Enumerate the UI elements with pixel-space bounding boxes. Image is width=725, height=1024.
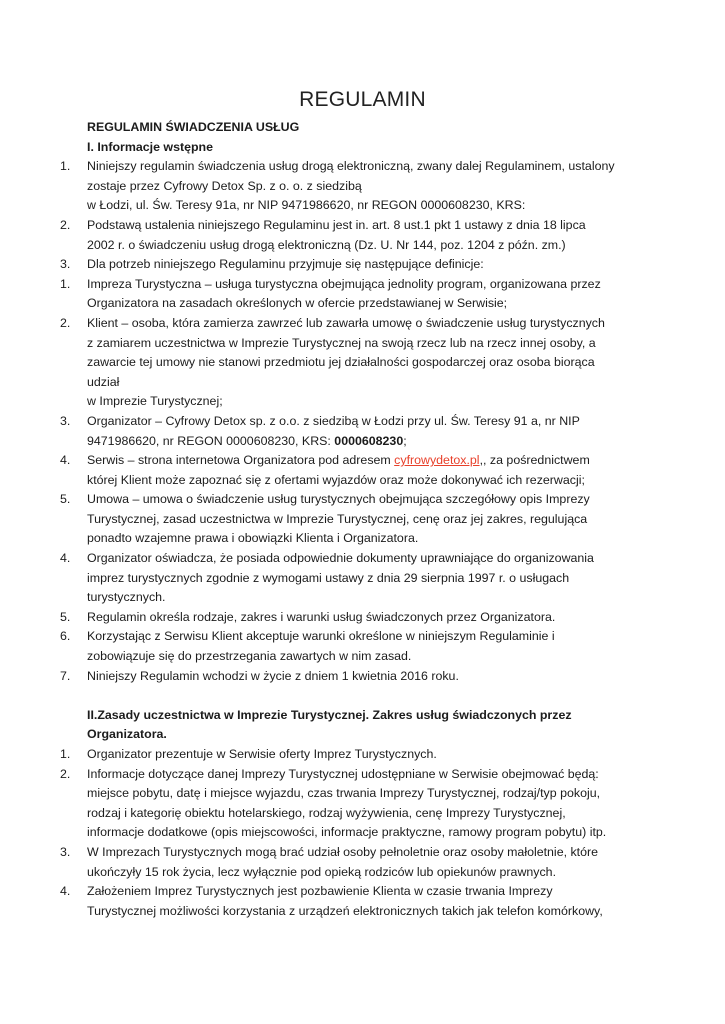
list-item: 6. Korzystając z Serwisu Klient akceptuje warunki określone w niniejszym Regulaminie i zobowiązuje się do przestrzegania zawartych w nim zasad. — [60, 629, 555, 664]
definition-item: 1. Impreza Turystyczna – usługa turystyczna obejmująca jednolity program, organizowana przez Organizatora na zasadach określonych w ofercie przedstawianej w Serwisie; — [60, 276, 601, 311]
list-item: 3. Dla potrzeb niniejszego Regulaminu przyjmuje się następujące definicje: — [60, 257, 484, 272]
list-item: 2. Podstawą ustalenia niniejszego Regulaminu jest in. art. 8 ust.1 pkt 1 ustawy z dnia 18 lipca 2002 r. o świadczeniu usług drogą elektroniczną (Dz. U. Nr 144, poz. 1204 z późn. zm.) — [60, 217, 586, 252]
section-2-heading: II.Zasady uczestnictwa w Imprezie Turystycznej. Zakres usług świadczonych przez Organizatora. — [87, 707, 572, 742]
list-item: 4. Założeniem Imprez Turystycznych jest pozbawienie Klienta w czasie trwania Imprezy Turystycznej możliwości korzystania z urządzeń elektronicznych takich jak telefon komórkowy, — [60, 884, 603, 918]
document-body — [60, 118, 660, 921]
definition-item: 2. Klient – osoba, która zamierza zawrzeć lub zawarła umowę o świadczenie usług turystycznych z zamiarem uczestnictwa w Imprezie Turystycznej na swoją rzecz lub na rzecz innej osoby, a zawarcie tej umowy nie stanowi przedmiotu jej działalności gospodarczej oraz osoba biorąca udział w Imprezie Turystycznej; — [60, 315, 605, 409]
definition-item: 4. Serwis – strona internetowa Organizatora pod adresem cyfrowydetox.pl,, za pośrednictwem której Klient może zapoznać się z ofertami wyjazdów oraz może dokonywać ich rezerwacji; — [60, 453, 590, 487]
section-1-heading: I. Informacje wstępne — [87, 139, 214, 154]
krs-number: 0000608230 — [334, 433, 404, 448]
website-link[interactable]: cyfrowydetox.pl — [394, 453, 480, 468]
document-subtitle: REGULAMIN ŚWIADCZENIA USŁUG — [87, 120, 300, 134]
document-title: REGULAMIN — [299, 88, 426, 111]
definition-item: 3. Organizator – Cyfrowy Detox sp. z o.o. z siedzibą w Łodzi przy ul. Św. Teresy 91 a, nr NIP 9471986620, nr REGON 0000608230, KRS: 0000608230; — [60, 413, 580, 448]
definition-item: 5. Umowa – umowa o świadczenie usług turystycznych obejmująca szczegółowy opis Imprezy Turystycznej, zasad uczestnictwa w Imprezie Turystycznej, cenę oraz jej zakres, regulująca ponadto wzajemne prawa i obowiązki Klienta i Organizatora. — [60, 492, 590, 546]
list-item: 7. Niniejszy Regulamin wchodzi w życie z dniem 1 kwietnia 2016 roku. — [60, 668, 459, 683]
list-item: 3. W Imprezach Turystycznych mogą brać udział osoby pełnoletnie oraz osoby małoletnie, które ukończyły 15 rok życia, lecz wyłącznie pod opieką rodziców lub opiekunów prawnych. — [60, 844, 599, 879]
list-item: 1. Niniejszy regulamin świadczenia usług drogą elektroniczną, zwany dalej Regulaminem, ustalony zostaje przez Cyfrowy Detox Sp. z o. o. z siedzibą w Łodzi, ul. Św. Teresy 91a, nr NIP 9471986620, nr REGON 0000608230, KRS: — [60, 159, 615, 213]
list-item: 4. Organizator oświadcza, że posiada odpowiednie dokumenty uprawniające do organizowania imprez turystycznych zgodnie z wymogami ustawy z dnia 29 sierpnia 1997 r. o usługach turystycznych. — [60, 551, 594, 605]
list-item: 5. Regulamin określa rodzaje, zakres i warunki usług świadczonych przez Organizatora. — [60, 609, 556, 624]
spacer — [60, 686, 660, 706]
list-item: 2. Informacje dotyczące danej Imprezy Turystycznej udostępniane w Serwisie obejmować będą: miejsce pobytu, datę i miejsce wyjazdu, czas trwania Imprezy Turystycznej, rodzaj/typ pokoju, rodzaj i kategorię obiektu hotelarskiego, rodzaj wyżywienia, cenę Imprezy Turystycznej, informacje dodatkowe (opis miejscowości, informacje praktyczne, ramowy program pobytu) itp. — [60, 766, 607, 840]
list-item: 1. Organizator prezentuje w Serwisie oferty Imprez Turystycznych. — [60, 747, 437, 761]
